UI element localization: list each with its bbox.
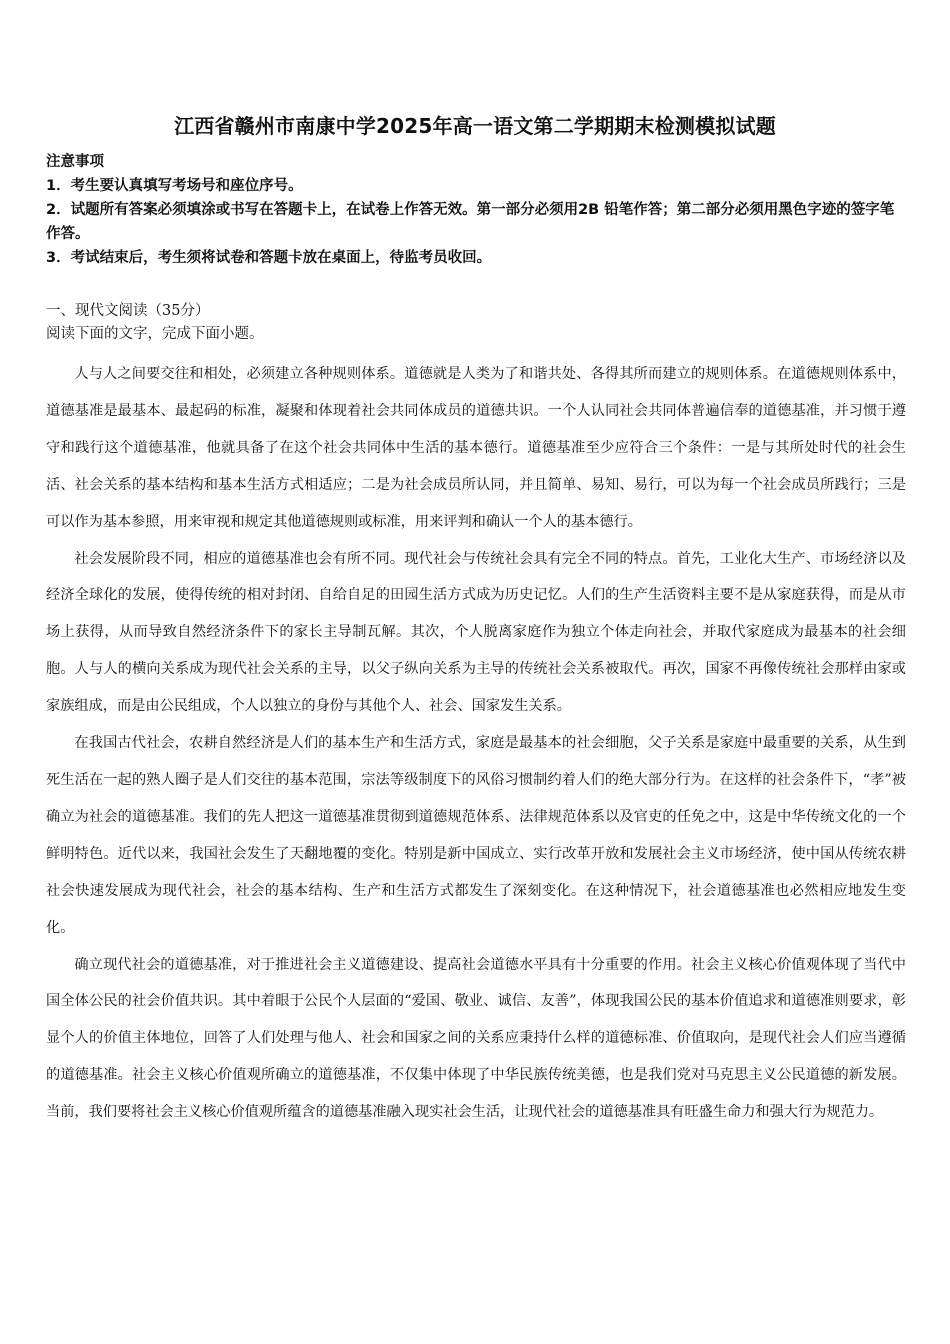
section-header [46,300,908,346]
passage-paragraph: 人与人之间要交往和相处，必须建立各种规则体系。道德就是人类为了和谐共处、各得其所而建立的规则体系。在道德规则体系中，道德基准是最基本、最起码的标准，凝聚和体现着社会共同体成员的道德共识。一个人认同社会共同体普遍信奉的道德基准，并习惯于遵守和践行这个道德基准，他就具备了在这个社会共同体中生活的基本德行。道德基准至少应符合三个条件：一是与其所处时代的社会生活、社会关系的基本结构和基本生活方式相适应；二是为社会成员所认同，并且简单、易知、易行，可以为每一个社会成员所践行；三是可以作为基本参照，用来审视和规定其他道德规则或标准，用来评判和确认一个人的基本德行。 [46,366,906,530]
passage-paragraph: 确立现代社会的道德基准，对于推进社会主义道德建设、提高社会道德水平具有十分重要的作用。社会主义核心价值观体现了当代中国全体公民的社会价值共识。其中着眼于公民个人层面的“爱国、敬业、诚信、友善”，体现我国公民的基本价值追求和道德准则要求，彰显个人的价值主体地位，回答了人们处理与他人、社会和国家之间的关系应秉持什么样的道德标准、价值取向，是现代社会人们应当遵循的道德基准。社会主义核心价值观所确立的道德基准，不仅集中体现了中华民族传统美德，也是我们党对马克思主义公民道德的新发展。当前，我们要将社会主义核心价值观所蕴含的道德基准融入现实社会生活，让现代社会的道德基准具有旺盛生命力和强大行为规范力。 [46,956,906,1121]
section-instruction: 阅读下面的文字，完成下面小题。 [46,326,264,342]
exam-title: 江西省赣州市南康中学2025年高一语文第二学期期末检测模拟试题 [174,114,776,138]
notice-heading: 注意事项 [46,154,104,170]
notice-block [46,150,908,270]
reading-passage [46,356,906,1131]
notice-item: 2．试题所有答案必须填涂或书写在答题卡上，在试卷上作答无效。第一部分必须用2B 铅笔作答；第二部分必须用黑色字迹的签字笔作答。 [46,202,895,242]
notice-item: 1．考生要认真填写考场号和座位序号。 [46,178,303,194]
passage-paragraph: 社会发展阶段不同，相应的道德基准也会有所不同。现代社会与传统社会具有完全不同的特点。首先，工业化大生产、市场经济以及经济全球化的发展，使得传统的相对封闭、自给自足的田园生活方式成为历史记忆。人们的生产生活资料主要不是从家庭获得，而是从市场上获得，从而导致自然经济条件下的家长主导制瓦解。其次，个人脱离家庭作为独立个体走向社会，并取代家庭成为最基本的社会细胞。人与人的横向关系成为现代社会关系的主导，以父子纵向关系为主导的传统社会关系被取代。再次，国家不再像传统社会那样由家或家族组成，而是由公民组成，个人以独立的身份与其他个人、社会、国家发生关系。 [46,550,906,715]
notice-item: 3．考试结束后，考生须将试卷和答题卡放在桌面上，待监考员收回。 [46,250,492,266]
passage-paragraph: 在我国古代社会，农耕自然经济是人们的基本生产和生活方式，家庭是最基本的社会细胞，父子关系是家庭中最重要的关系，从生到死生活在一起的熟人圈子是人们交往的基本范围，宗法等级制度下的风俗习惯制约着人们的绝大部分行为。在这样的社会条件下，“孝”被确立为社会的道德基准。我们的先人把这一道德基准贯彻到道德规范体系、法律规范体系以及官吏的任免之中，这是中华传统文化的一个鲜明特色。近代以来，我国社会发生了天翻地覆的变化。特别是新中国成立、实行改革开放和发展社会主义市场经济，使中国从传统农耕社会快速发展成为现代社会，社会的基本结构、生产和生活方式都发生了深刻变化。在这种情况下，社会道德基准也必然相应地发生变化。 [46,735,906,936]
section-heading: 一、现代文阅读（35分） [46,303,210,319]
